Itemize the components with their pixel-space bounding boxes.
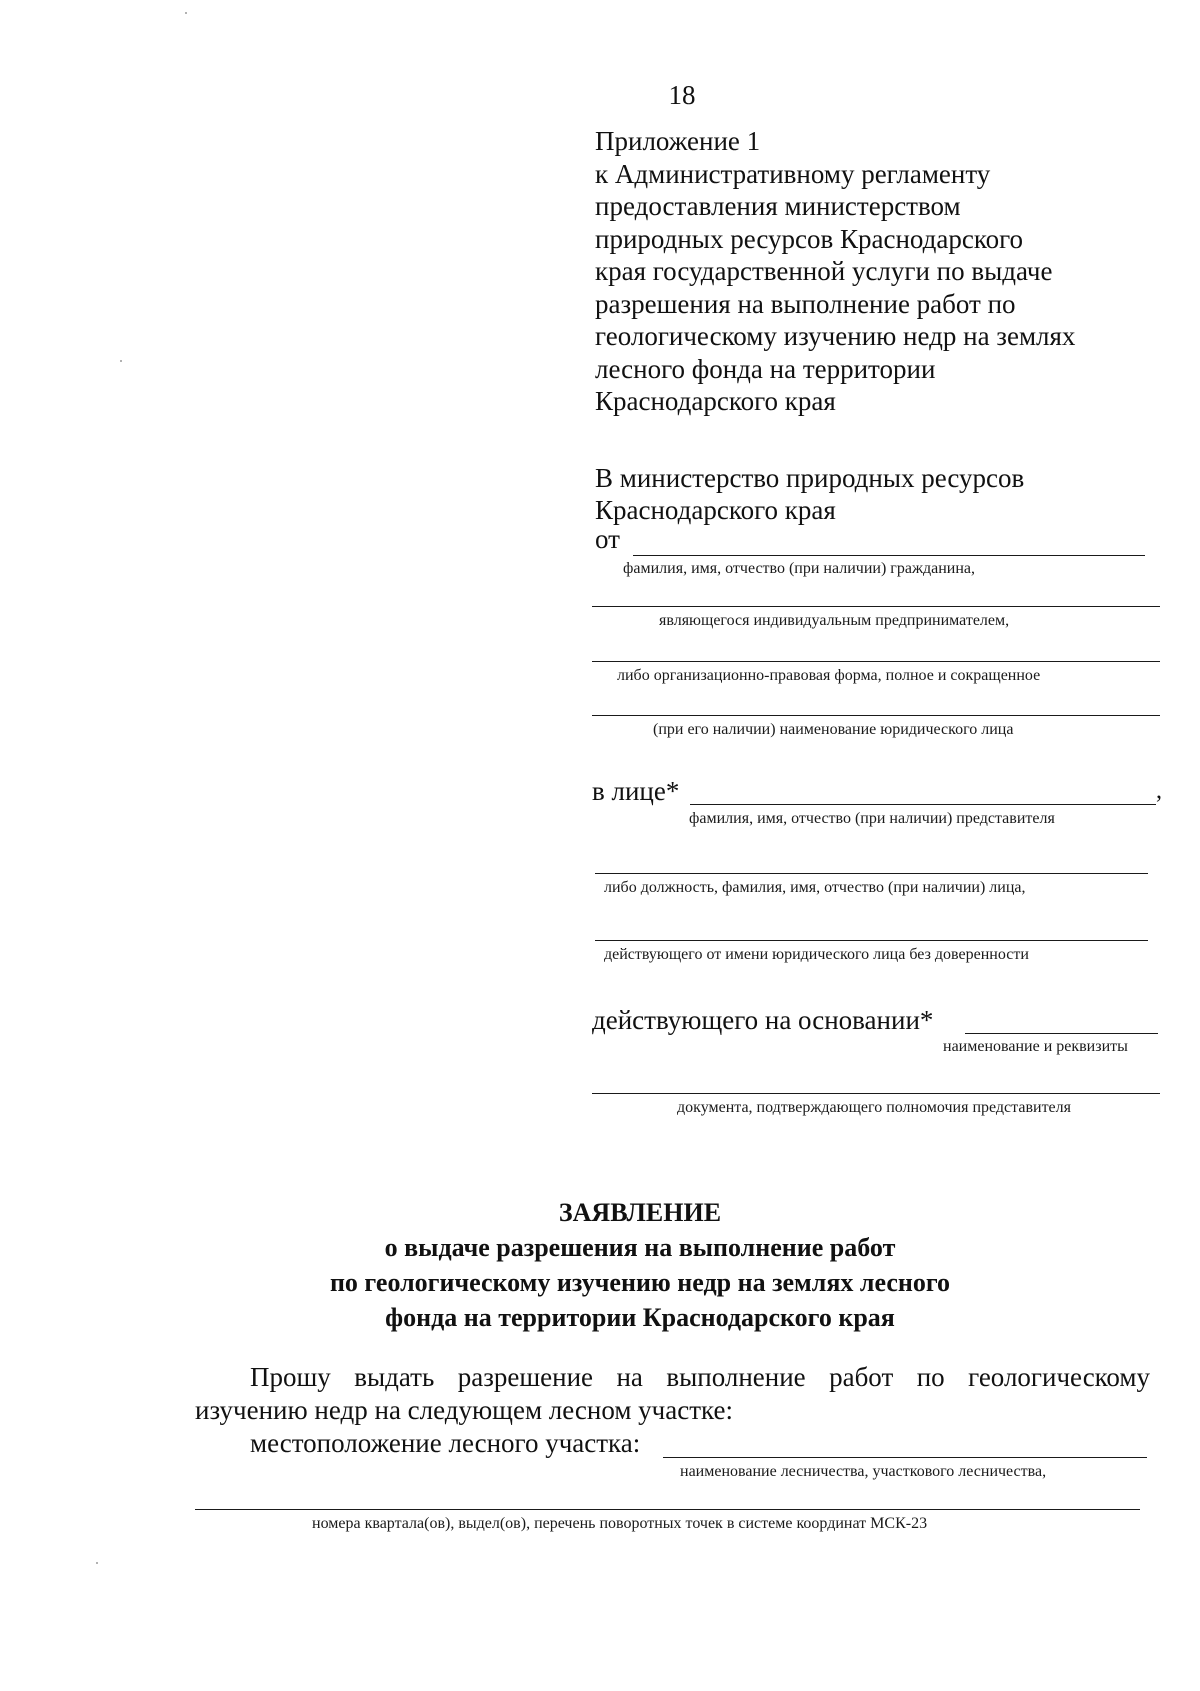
location-field[interactable] (663, 1457, 1147, 1458)
basis-caption-1: наименование и реквизиты (943, 1038, 1128, 1055)
request-line-1: Прошу выдать разрешение на выполнение работ по геологическому (250, 1362, 1150, 1392)
title-heading: ЗАЯВЛЕНИЕ (558, 1198, 722, 1227)
representative-field-2[interactable] (595, 873, 1148, 874)
location-caption-2: номера квартала(ов), выдел(ов), перечень поворотных точек в системе координат МСК-23 (312, 1515, 928, 1532)
in-person-label: в лице* (592, 776, 680, 806)
request-line-2: изучению недр на следующем лесном участке: (195, 1395, 733, 1425)
appendix-line: лесного фонда на территории (595, 353, 936, 384)
title-line: по геологическому изучению недр на землях лесного (329, 1268, 951, 1297)
applicant-caption-3: либо организационно-правовая форма, полное и сокращенное (617, 667, 1041, 684)
applicant-field-2[interactable] (592, 606, 1160, 607)
appendix-line: предоставления министерством (595, 191, 961, 221)
scan-speck (120, 360, 122, 362)
page-number: 18 (668, 80, 696, 110)
from-label: от (595, 524, 620, 554)
appendix-line: разрешения на выполнение работ по (595, 288, 1016, 319)
representative-caption-2: либо должность, фамилия, имя, отчество (при наличии) лица, (604, 879, 1026, 896)
appendix-line: края государственной услуги по выдаче (595, 256, 1053, 286)
applicant-field-3[interactable] (592, 661, 1160, 662)
appendix-line: Приложение 1 (595, 126, 761, 156)
applicant-caption-2: являющегося индивидуальным предпринимателем, (659, 612, 1010, 629)
applicant-name-field[interactable] (633, 555, 1145, 556)
applicant-caption-4: (при его наличии) наименование юридического лица (653, 721, 1014, 738)
basis-label: действующего на основании* (592, 1005, 934, 1035)
location-field-2[interactable] (195, 1509, 1140, 1510)
representative-caption-1: фамилия, имя, отчество (при наличии) представителя (689, 810, 1055, 827)
appendix-line: Краснодарского края (595, 386, 836, 416)
appendix-line: к Административному регламенту (595, 158, 991, 189)
applicant-caption-1: фамилия, имя, отчество (при наличии) гражданина, (623, 560, 976, 577)
document-title (0, 1195, 1200, 1335)
addressee-line: Краснодарского края (595, 495, 836, 525)
appendix-line: природных ресурсов Краснодарского (595, 223, 1023, 254)
basis-field-2[interactable] (592, 1093, 1160, 1094)
representative-caption-3: действующего от имени юридического лица без доверенности (604, 946, 1029, 963)
title-line: фонда на территории Краснодарского края (385, 1303, 895, 1332)
addressee-line: В министерство природных ресурсов (595, 463, 1025, 493)
representative-name-field[interactable] (690, 804, 1156, 805)
scan-speck (185, 12, 187, 14)
representative-field-3[interactable] (595, 940, 1148, 941)
appendix-header (595, 125, 1155, 418)
appendix-line: геологическому изучению недр на землях (595, 321, 1076, 351)
in-person-comma: , (1156, 778, 1162, 804)
title-line: о выдаче разрешения на выполнение работ (384, 1233, 896, 1262)
location-label: местоположение лесного участка: (250, 1428, 641, 1458)
basis-field[interactable] (965, 1033, 1158, 1034)
location-caption-1: наименование лесничества, участкового лесничества, (680, 1463, 1047, 1480)
applicant-field-4[interactable] (592, 715, 1160, 716)
addressee-block (595, 462, 1024, 526)
basis-caption-2: документа, подтверждающего полномочия представителя (677, 1099, 1071, 1116)
scan-speck (96, 1562, 98, 1564)
